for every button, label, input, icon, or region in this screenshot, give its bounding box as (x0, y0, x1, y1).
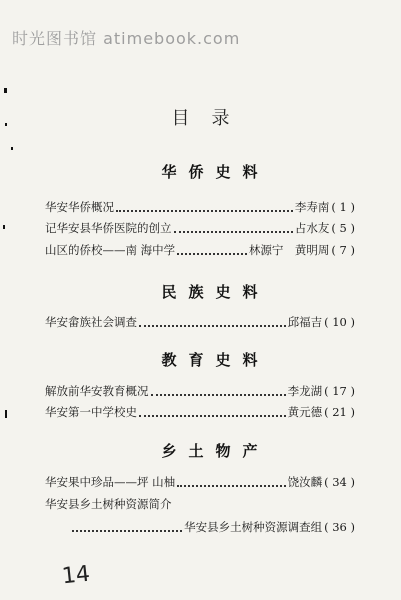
toc-entry (45, 383, 355, 399)
entry-title: 解放前华安教育概况 (45, 384, 149, 398)
entry-title: 华安华侨概况 (45, 200, 114, 214)
entry-title: 华安县乡土树种资源简介 (45, 497, 172, 511)
entry-author: 李寿南 (294, 200, 330, 214)
entry-title: 华安第一中学校史 (45, 405, 137, 419)
dot-leader (72, 529, 182, 532)
entry-page: ( 5 ) (331, 221, 355, 235)
dot-leader (139, 324, 286, 327)
toc-entry-continuation (72, 519, 355, 535)
entry-author: 饶汝麟 (287, 475, 323, 489)
toc-entry (45, 474, 355, 490)
entry-title: 记华安县华侨医院的创立 (45, 221, 172, 235)
entry-title: 山区的侨校——南 海中学 (45, 243, 176, 257)
watermark: 时光图书馆 atimebook.com (12, 29, 241, 48)
dot-leader (116, 209, 293, 212)
entry-author: 林源宁 黄明周 (248, 243, 330, 257)
toc-entry (45, 314, 355, 330)
dot-leader (177, 252, 247, 255)
scan-mark (11, 147, 13, 150)
dot-leader (174, 230, 293, 233)
handwritten-note: 14 (60, 561, 92, 590)
entry-author: 华安县乡土树种资源调查组 (184, 520, 323, 534)
dot-leader (139, 414, 286, 417)
toc-entry (45, 220, 355, 236)
toc-entry (45, 242, 355, 258)
entry-page: ( 34 ) (324, 475, 355, 489)
entry-title: 华安果中珍品——坪 山柚 (45, 475, 176, 489)
entry-page: ( 21 ) (324, 405, 355, 419)
toc-title: 目录 (171, 108, 252, 129)
entry-author: 占水友 (294, 221, 330, 235)
entry-page: ( 36 ) (324, 520, 355, 534)
section-heading: 教育史料 (161, 351, 270, 369)
toc-entry (45, 199, 355, 215)
section-heading: 民族史料 (161, 283, 270, 301)
section-heading: 华侨史料 (161, 163, 270, 181)
toc-entry (45, 404, 355, 420)
entry-page: ( 17 ) (324, 384, 355, 398)
scan-mark (3, 225, 5, 229)
entry-page: ( 1 ) (331, 200, 355, 214)
entry-page: ( 10 ) (324, 315, 355, 329)
scan-mark (5, 410, 7, 418)
entry-author: 邱福吉 (287, 315, 323, 329)
toc-entry-title-line (45, 496, 355, 512)
entry-author: 李龙湖 (287, 384, 323, 398)
dot-leader (151, 393, 286, 396)
entry-author: 黄元德 (287, 405, 323, 419)
scan-mark (4, 88, 7, 93)
entry-page: ( 7 ) (331, 243, 355, 257)
entry-title: 华安畲族社会调查 (45, 315, 137, 329)
dot-leader (177, 484, 285, 487)
section-heading: 乡土物产 (161, 442, 270, 460)
